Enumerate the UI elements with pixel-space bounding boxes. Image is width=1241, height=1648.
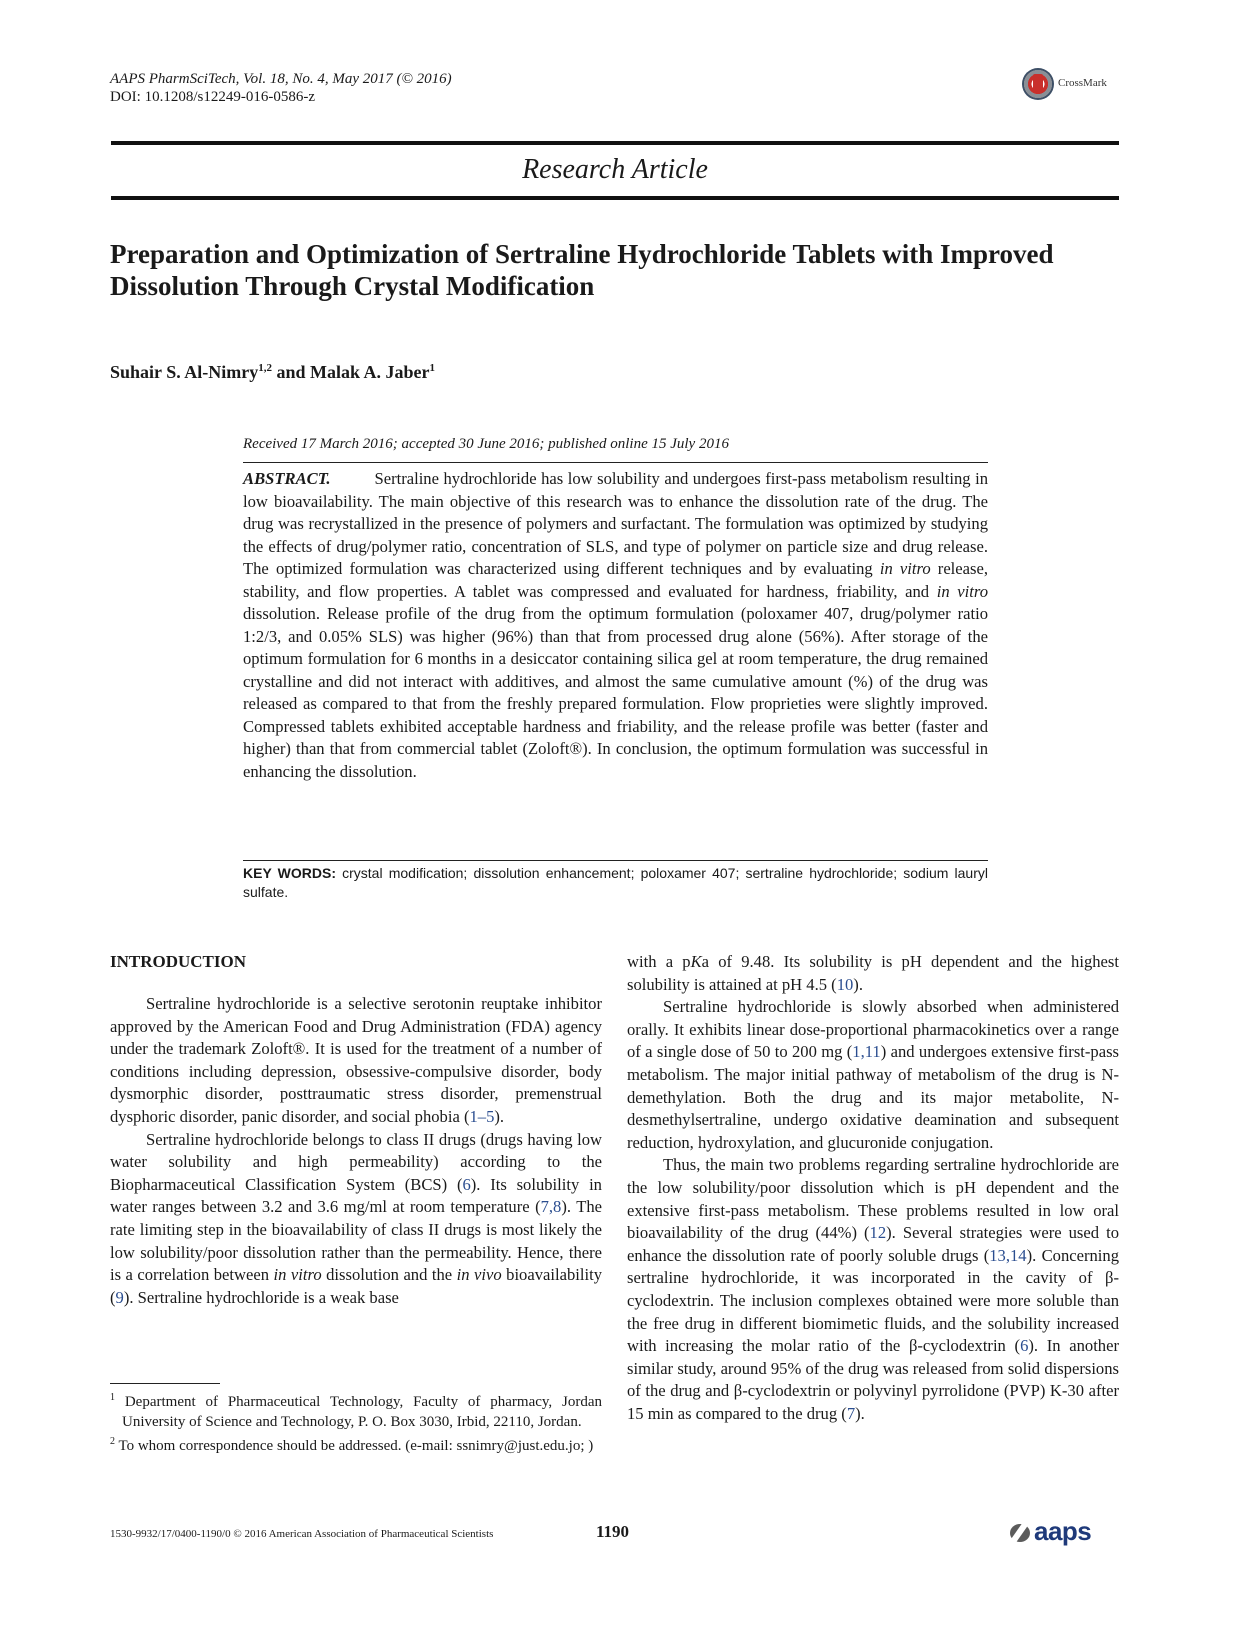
paragraph-italic: in vivo (456, 1265, 502, 1285)
abstract-text: Sertraline hydrochloride has low solubility and undergoes first-pass metabolism resulting in low bioavailability. The main objective of this research was to enhance the dissolution rate of the drug. The drug was recrystallized in the presence of polymers and surfactant. The formulation was optimized by studying the effects of drug/polymer ratio, concentration of SLS, and type of polymer on particle size and drug release. The optimized formulation was characterized using different techniques and by evaluating (243, 469, 988, 578)
crossmark-icon (1022, 68, 1054, 100)
paragraph-text: Sertraline hydrochloride belongs to class II drugs (drugs having low water solubility and high permeability) according to the Biopharmaceutical Classification System (BCS) ( (110, 1129, 602, 1194)
article-type: Research Article (522, 154, 708, 185)
paragraph-text: ). In another similar study, around 95% of the drug was released from solid dispersions of the drug and β-cyclodextrin or polyvinyl pyrrolidone (PVP) K-30 after 15 min as compared to the drug ( (627, 1336, 1119, 1423)
paragraph-text: ). The rate limiting step in the bioavailability of class II drugs is most likely the low solubility/poor dissolution rather than the permeability. Hence, there is a correlation between (110, 1197, 602, 1285)
author-name: Suhair S. Al-Nimry (110, 362, 259, 382)
author-list (110, 362, 435, 383)
paragraph-italic: in vitro (273, 1265, 322, 1285)
paragraph-text: dissolution and the (321, 1265, 457, 1285)
paper-title: Preparation and Optimization of Sertraline Hydrochloride Tablets with Improved Dissolution Through Crystal Modification (110, 239, 1054, 301)
abstract-rule-bottom (243, 860, 988, 861)
aaps-logo (1010, 1518, 1120, 1548)
paragraph-text: Sertraline hydrochloride is slowly absorbed when administered orally. It exhibits linear dose-proportional pharmacokinetics over a range of a single dose of 50 to 200 mg ( (627, 997, 1119, 1062)
paragraph-text: ) and undergoes extensive first-pass metabolism. The major initial pathway of metabolism of the drug is N-demethylation. Both the drug and its major metabolite, N-desmethylsertraline, undergo oxidative deamination and subsequent reduction, hydroxylation, and glucuronide conjugation. (627, 1042, 1119, 1152)
paragraph (110, 993, 602, 1129)
paragraph-text: a of 9.48. Its solubility is pH dependent and the highest solubility is attained at pH 4.5 ( (627, 952, 1119, 994)
abstract-rule-top (243, 462, 988, 463)
doi[interactable]: DOI: 10.1208/s12249-016-0586-z (110, 89, 315, 105)
crossmark-label: CrossMark (1058, 77, 1107, 89)
paragraph (627, 951, 1119, 996)
footnote-rule (110, 1383, 220, 1384)
aaps-mark-icon (1010, 1524, 1030, 1542)
paragraph-text: ). Its solubility in water ranges between 3.2 and 3.6 mg/ml at room temperature ( (110, 1174, 602, 1217)
keywords-text: crystal modification; dissolution enhancement; poloxamer 407; sertraline hydrochloride; sodium lauryl sulfate. (243, 865, 988, 900)
abstract (243, 468, 988, 783)
paragraph-text: ). (855, 1403, 865, 1423)
citation-link[interactable]: 6 (1020, 1336, 1029, 1356)
header-rule-bottom (111, 196, 1119, 200)
paragraph (627, 996, 1119, 1154)
citation-link[interactable]: 10 (836, 974, 854, 994)
citation-link[interactable]: 6 (462, 1174, 471, 1194)
header-rule-top (111, 141, 1119, 145)
section-heading: INTRODUCTION (110, 952, 247, 971)
paragraph-text: ). Sertraline hydrochloride is a weak base (123, 1287, 399, 1307)
citation-link[interactable]: 7 (846, 1403, 856, 1423)
paragraph-italic: K (690, 952, 702, 971)
journal-citation: AAPS PharmSciTech, Vol. 18, No. 4, May 2017 (© 2016) (110, 71, 452, 87)
abstract-label: ABSTRACT. (243, 469, 331, 488)
paragraph-text: ). Concerning sertraline hydrochloride, it was incorporated in the cavity of β-cyclodextrin. The inclusion complexes obtained were more soluble than the free drug in different biomimetic fluids, and the solubility increased with increasing the molar ratio of the β-cyclodextrin ( (627, 1245, 1119, 1356)
paragraph-text: ). Several strategies were used to enhance the dissolution rate of poorly soluble drugs ( (627, 1223, 1119, 1265)
footnote-marker: 2 (110, 1436, 115, 1447)
aaps-wordmark: aaps (1034, 1516, 1092, 1546)
received-dates: Received 17 March 2016; accepted 30 June 2016; published online 15 July 2016 (243, 436, 729, 452)
abstract-text: release, stability, and flow properties. A tablet was compressed and evaluated for hardness, friability, and (243, 559, 988, 601)
footnote-marker: 1 (110, 1392, 115, 1403)
abstract-text: dissolution. Release profile of the drug from the optimum formulation (poloxamer 407, drug/polymer ratio 1:2/3, and 0.05% SLS) was higher (96%) than that from processed drug alone (56%). After storage of the optimum formulation for 6 months in a desiccator containing silica gel at room temperature, the drug remained crystalline and did not interact with additives, and almost the same cumulative amount (%) of the drug was released as compared to that from the freshly prepared formulation. Flow proprieties were slightly improved. Compressed tablets exhibited acceptable hardness and friability, and the release profile was better (faster and higher) than that from commercial tablet (Zoloft®). In conclusion, the optimum formulation was successful in enhancing the dissolution. (243, 604, 988, 781)
citation-link[interactable]: 1–5 (469, 1106, 495, 1126)
citation-link[interactable]: 12 (869, 1223, 887, 1243)
author-affiliation-marker: 1 (429, 362, 435, 374)
abstract-italic: in vitro (936, 581, 989, 601)
citation-link[interactable]: 9 (115, 1287, 124, 1307)
author-affiliation-marker: 1,2 (258, 362, 272, 374)
footnote (110, 1388, 602, 1432)
abstract-italic: in vitro (879, 559, 931, 578)
footnote (110, 1432, 602, 1456)
paragraph-text: Thus, the main two problems regarding sertraline hydrochloride are the low solubility/poor dissolution which is pH dependent and the extensive first-pass metabolism. These problems resulted in low oral bioavailability of the drug (44%) ( (627, 1155, 1119, 1243)
crossmark-badge[interactable] (1022, 68, 1118, 104)
copyright-line: 1530-9932/17/0400-1190/0 © 2016 American Association of Pharmaceutical Scientists (110, 1528, 494, 1540)
paragraph-text: bioavailability ( (110, 1265, 603, 1307)
journal-header (110, 70, 452, 106)
paragraph (627, 1154, 1119, 1425)
paragraph-text: ). (494, 1106, 505, 1126)
keywords-label: KEY WORDS: (243, 865, 336, 881)
column-left (110, 951, 602, 1309)
author-conjunction: and (271, 362, 310, 382)
citation-link[interactable]: 1,11 (852, 1042, 881, 1062)
footnote-text: Department of Pharmaceutical Technology, Faculty of pharmacy, Jordan University of Science and Technology, P. O. Box 3030, Irbid, 22110, Jordan. (122, 1394, 602, 1430)
paragraph (110, 1129, 602, 1310)
citation-link[interactable]: 13,14 (989, 1245, 1027, 1265)
paragraph-text: with a p (627, 952, 691, 971)
column-right (627, 951, 1119, 1425)
footnote-text[interactable]: To whom correspondence should be addressed. (e-mail: ssnimry@just.edu.jo; ) (118, 1438, 594, 1454)
footnotes (110, 1388, 602, 1456)
page-number: 1190 (596, 1522, 630, 1541)
citation-link[interactable]: 7,8 (540, 1197, 562, 1217)
paragraph-text: Sertraline hydrochloride is a selective serotonin reuptake inhibitor approved by the American Food and Drug Administration (FDA) agency under the trademark Zoloft®. It is used for the treatment of a number of conditions including depression, obsessive-compulsive disorder, body dysmorphic disorder, posttraumatic stress disorder, premenstrual dysphoric disorder, panic disorder, and social phobia ( (110, 994, 602, 1126)
keywords (243, 864, 988, 902)
paragraph-text: ). (853, 974, 863, 994)
author-name: Malak A. Jaber (309, 362, 430, 382)
